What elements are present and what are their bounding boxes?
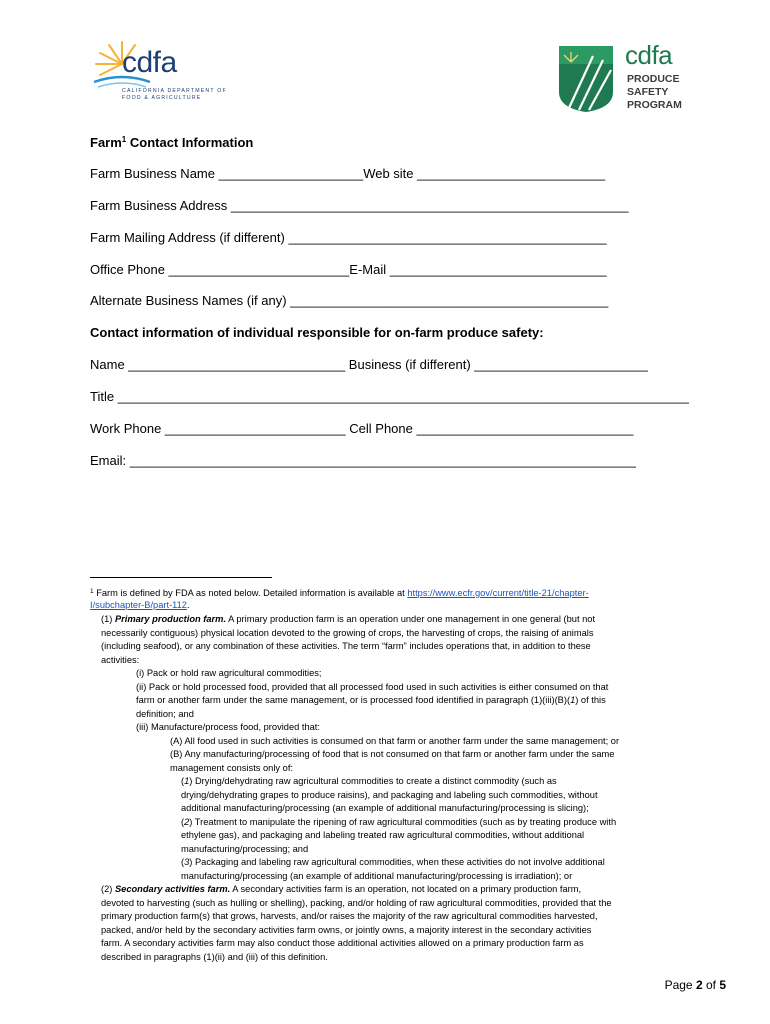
p1-term: Primary production farm. xyxy=(114,614,227,624)
sub2-line3: manufacturing/processing; and xyxy=(181,844,309,854)
sub1-num: 1 xyxy=(184,776,190,786)
ii-text-b: ) of this xyxy=(575,695,606,705)
footnote-period: . xyxy=(186,600,190,610)
alternate-business-names-row[interactable]: Alternate Business Names (if any) ____________________________________________ xyxy=(90,293,609,308)
cdfa-subtitle xyxy=(122,88,227,102)
item-iii: (iii) Manufacture/process food, provided that: xyxy=(136,722,320,732)
sub3-paren: ( xyxy=(181,857,185,867)
footnote-link-cont xyxy=(90,599,190,612)
primary-farm-line2: necessarily contiguous) physical location devoted to the growing of crops, the harvesting of crops, the raising of animals xyxy=(101,628,594,638)
farm-business-address-row[interactable]: Farm Business Address _______________________________________________________ xyxy=(90,198,629,213)
ecfr-link-cont[interactable]: I/subchapter-B/part-112 xyxy=(90,600,187,610)
secondary-farm-line1 xyxy=(101,883,581,896)
sub1-line1 xyxy=(181,775,557,788)
item-A: (A) All food used in such activities is consumed on that farm or another farm under the same management; or xyxy=(170,736,620,746)
sub1-line2: drying/dehydrating grapes to produce raisins), and packaging and labeling such commodities, without xyxy=(181,790,598,800)
cdfa-produce-safety-logo xyxy=(555,42,705,118)
section-title-rest: Contact Information xyxy=(126,135,254,150)
page-prefix: Page xyxy=(664,978,696,992)
produce-safety-program-text xyxy=(627,73,682,112)
primary-farm-line4: activities: xyxy=(101,655,140,665)
p1-label: (1) xyxy=(101,614,115,624)
page-number xyxy=(665,978,726,992)
item-ii-line2 xyxy=(136,694,606,707)
cdfa-subtitle-line2: FOOD & AGRICULTURE xyxy=(122,95,202,101)
item-B-line2: management consists only of: xyxy=(170,763,293,773)
program-line3: PROGRAM xyxy=(627,99,682,111)
secondary-farm-line5: farm. A secondary activities farm may also conduct those additional activities allowed on a primary production farm as xyxy=(101,938,584,948)
cdfa-wordmark-right: cdfa xyxy=(625,40,673,70)
office-phone-email-row[interactable]: Office Phone _________________________E-Mail ______________________________ xyxy=(90,262,607,277)
p1-text: A primary production farm is an operation under one management in one general (but not xyxy=(226,614,596,624)
name-business-row[interactable]: Name ______________________________ Business (if different) ________________________ xyxy=(90,357,648,372)
ii-italic-ref: 1 xyxy=(570,695,576,705)
secondary-farm-line6: described in paragraphs (1)(ii) and (iii) of this definition. xyxy=(101,952,328,962)
footnote-marker: 1 xyxy=(90,588,94,595)
p2-text: A secondary activities farm is an operation, not located on a primary production farm, xyxy=(230,884,582,894)
sub3-line1 xyxy=(181,856,605,869)
secondary-farm-line3: primary production farm(s) that grows, harvests, and/or raises the majority of the raw agricultural commodities harvested, xyxy=(101,911,598,921)
sub1-line3: additional manufacturing/processing (an example of additional manufacturing/processing is slicing); xyxy=(181,803,589,813)
farm-business-name-row[interactable]: Farm Business Name ____________________Web site __________________________ xyxy=(90,166,606,181)
footnote-intro-text: Farm is defined by FDA as noted below. Detailed information is available at xyxy=(93,588,408,598)
secondary-farm-line2: devoted to harvesting (such as hulling or shelling), packing, and/or holding of raw agricultural commodities, provided that the xyxy=(101,898,612,908)
program-line1: PRODUCE xyxy=(627,73,680,85)
secondary-farm-line4: packed, and/or held by the secondary activities farm owns, or jointly owns, a majority interest in the secondary activities xyxy=(101,925,592,935)
cdfa-wordmark-left: cdfa xyxy=(122,46,177,79)
sub2-num: 2 xyxy=(184,817,190,827)
footnote-divider xyxy=(90,577,272,578)
field-shield-icon xyxy=(555,42,617,114)
page-current: 2 xyxy=(695,978,703,992)
page-total: 5 xyxy=(719,978,726,992)
p2-label: (2) xyxy=(101,884,115,894)
sub2-line2: ethylene gas), and packaging and labeling treated raw agricultural commodities, without additional xyxy=(181,830,585,840)
sub2-line1 xyxy=(181,816,616,829)
farm-mailing-address-row[interactable]: Farm Mailing Address (if different) ____________________________________________ xyxy=(90,230,607,245)
title-row[interactable]: Title _______________________________________________________________________________ xyxy=(90,389,689,404)
item-ii-line3: definition; and xyxy=(136,709,194,719)
program-line2: SAFETY xyxy=(627,86,669,98)
email-row[interactable]: Email: ______________________________________________________________________ xyxy=(90,453,636,468)
sub3-line2: manufacturing/processing (an example of additional manufacturing/processing is irradiation); or xyxy=(181,871,573,881)
item-B-line1: (B) Any manufacturing/processing of food that is not consumed on that farm or another farm under the same xyxy=(170,749,615,759)
sub2-paren: ( xyxy=(181,817,185,827)
page-of: of xyxy=(702,978,720,992)
item-i: (i) Pack or hold raw agricultural commodities; xyxy=(136,668,322,678)
work-cell-phone-row[interactable]: Work Phone _________________________ Cell Phone ______________________________ xyxy=(90,421,634,436)
cdfa-subtitle-line1: CALIFORNIA DEPARTMENT OF xyxy=(122,88,227,94)
section-title-farm: Farm xyxy=(90,135,122,150)
primary-farm-line1 xyxy=(101,613,595,626)
item-ii-line1: (ii) Pack or hold processed food, provided that all processed food used in such activities is either consumed on that xyxy=(136,682,609,692)
ii-text-a: farm or another farm under the same management, or is processed food identified in paragraph (1)(iii)(B)( xyxy=(136,695,571,705)
section-title xyxy=(90,135,253,150)
sub2-text: ) Treatment to manipulate the ripening of raw agricultural commodities (such as by treating produce with xyxy=(189,817,617,827)
sub1-text: ) Drying/dehydrating raw agricultural commodities to create a distinct commodity (such as xyxy=(189,776,557,786)
sub3-num: 3 xyxy=(184,857,190,867)
cdfa-logo-left xyxy=(92,36,227,108)
sub1-paren: ( xyxy=(181,776,185,786)
responsible-individual-heading: Contact information of individual responsible for on-farm produce safety: xyxy=(90,325,544,340)
footnote-ref: 1 xyxy=(121,135,127,144)
sub3-text: ) Packaging and labeling raw agricultural commodities, when these activities do not involve additional xyxy=(189,857,605,867)
ecfr-link[interactable]: https://www.ecfr.gov/current/title-21/chapter- xyxy=(407,588,589,598)
primary-farm-line3: (including seafood), or any combination of these activities. The term “farm” includes operations that, in addition to these xyxy=(101,641,591,651)
p2-term: Secondary activities farm. xyxy=(114,884,231,894)
